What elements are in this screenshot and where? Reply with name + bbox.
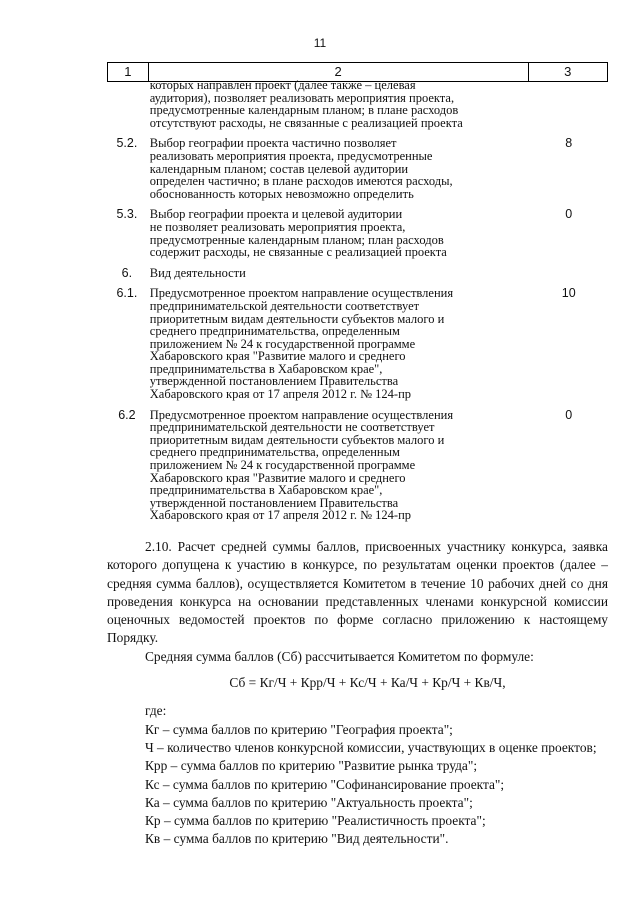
row-number: 5.2. [116,136,138,151]
row-score [529,82,608,129]
table-row [107,208,608,258]
row-number: 6. [121,265,133,280]
header-col-3: 3 [528,63,607,82]
row-score: 10 [561,286,576,301]
row-text: Выбор географии проекта частично позволяет реализовать мероприятия проекта, предусмотренные календарным планом; состав целевой аудитории определен частично; в плане расходов имеются расходы, обоснованность которых невозможно определить [149,136,453,201]
body-text [107,538,608,849]
table-row [107,267,608,280]
row-number: 6.1. [116,286,138,301]
row-text: Вид деятельности [149,265,246,280]
paragraph-2-10: 2.10. Расчет средней суммы баллов, присвоенных участнику конкурса, заявка которого допущена к участию в конкурсе, по результатам оценки проектов (далее – средняя сумма баллов), осуществляется Комитетом в течение 10 рабочих дней со дня проведения конкурса на основании представленных членами конкурсной комиссии оценочных ведомостей проектов по форме согласно приложению к настоящему Порядку. [107,539,608,646]
formula-intro: Средняя сумма баллов (Сб) рассчитывается Комитетом по формуле: [145,648,534,664]
definition-item: Ка – сумма баллов по критерию "Актуальность проекта"; [145,794,473,810]
row-number: 5.3. [116,207,138,222]
row-number: 6.2 [118,407,136,422]
definition-item: Крр – сумма баллов по критерию "Развитие рынка труда"; [145,758,478,774]
definition-item: Кв – сумма баллов по критерию "Вид деятельности". [145,831,449,847]
row-score [529,267,608,280]
page-number: 11 [313,36,327,50]
definition-item: Кр – сумма баллов по критерию "Реалистичность проекта"; [145,813,486,829]
row-number [107,82,147,129]
formula: Сб = Кг/Ч + Крр/Ч + Кс/Ч + Ка/Ч + Кр/Ч + Кв/Ч, [229,675,506,691]
row-text: которых направлен проект (далее также – целевая аудитория), позволяет реализовать мероприятия проекта, предусмотренные календарным планом; в плане расходов отсутствуют расходы, не связанные с реализацией проекта [149,78,463,130]
row-text: Предусмотренное проектом направление осуществления предпринимательской деятельности не соответствует приоритетным видам деятельности субъектов малого и среднего предпринимательства, определенным приложением № 24 к государственной программе Хабаровского края "Развитие малого и среднего предпринимательства в Хабаровском крае", утвержденной постановлением Правительства Хабаровского края от 17 апреля 2012 г. № 124-пр [149,407,454,523]
header-col-1: 1 [108,63,149,82]
where-label: где: [145,703,167,719]
row-text: Предусмотренное проектом направление осуществления предпринимательской деятельности соответствует приоритетным видам деятельности субъектов малого и среднего предпринимательства, определенным приложением № 24 к государственной программе Хабаровского края "Развитие малого и среднего предпринимательства в Хабаровском крае", утвержденной постановлением Правительства Хабаровского края от 17 апреля 2012 г. № 124-пр [149,286,454,402]
definition-item: Ч – количество членов конкурсной комиссии, участвующих в оценке проектов; [145,739,597,755]
table-row [107,78,608,130]
row-score: 8 [565,136,573,151]
definition-item: Кг – сумма баллов по критерию "География проекта"; [145,721,453,737]
criteria-table [107,78,608,530]
table-row [107,287,608,400]
row-score: 0 [565,207,573,222]
header-col-2: 2 [148,63,528,82]
row-text: Выбор географии проекта и целевой аудитории не позволяет реализовать мероприятия проекта, предусмотренные календарным планом; план расходов содержит расходы, не связанные с реализацией проекта [149,207,447,260]
row-score: 0 [565,407,573,422]
table-row [107,137,608,200]
definition-item: Кс – сумма баллов по критерию "Софинансирование проекта"; [145,776,505,792]
table-row [107,409,608,522]
